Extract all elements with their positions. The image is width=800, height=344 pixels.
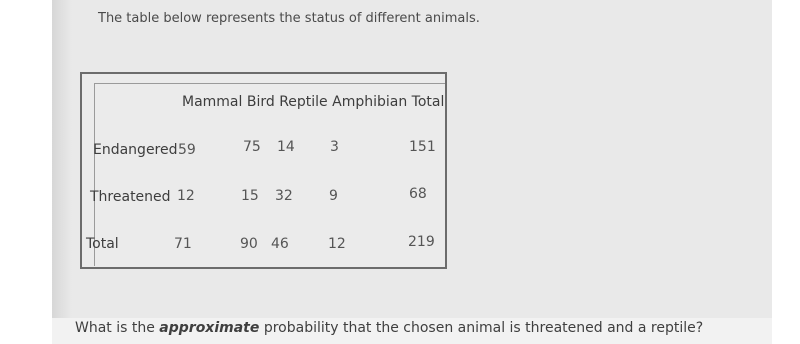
cell-endangered-bird: 75 [243,139,261,155]
cell-threatened-reptile: 32 [275,188,293,204]
question-text [75,320,703,336]
cell-total-bird: 90 [240,236,258,252]
panel-shadow [52,0,72,344]
cell-total-reptile: 46 [271,236,289,252]
cell-threatened-mammal: 12 [177,188,195,204]
cell-total-amphibian: 12 [328,236,346,252]
cell-endangered-total: 151 [409,139,436,155]
cell-threatened-total: 68 [409,186,427,202]
cell-threatened-bird: 15 [241,188,259,204]
row-label-endangered: Endangered [93,142,178,158]
cell-total-mammal: 71 [174,236,192,252]
question-emphasis: approximate [159,320,260,336]
table-header: Mammal Bird Reptile Amphibian Total [182,94,445,110]
cell-endangered-mammal: 59 [178,142,196,158]
intro-text: The table below represents the status of different animals. [98,11,480,26]
table-inner-border [94,83,445,266]
question-suffix: probability that the chosen animal is threatened and a reptile? [259,320,704,336]
cell-endangered-reptile: 14 [277,139,295,155]
cell-endangered-amphibian: 3 [330,139,339,155]
animal-status-table [80,72,447,269]
row-label-threatened: Threatened [90,189,171,205]
cell-threatened-amphibian: 9 [329,188,338,204]
row-label-total: Total [86,236,119,252]
cell-total-total: 219 [408,234,435,250]
question-prefix: What is the [75,320,160,336]
